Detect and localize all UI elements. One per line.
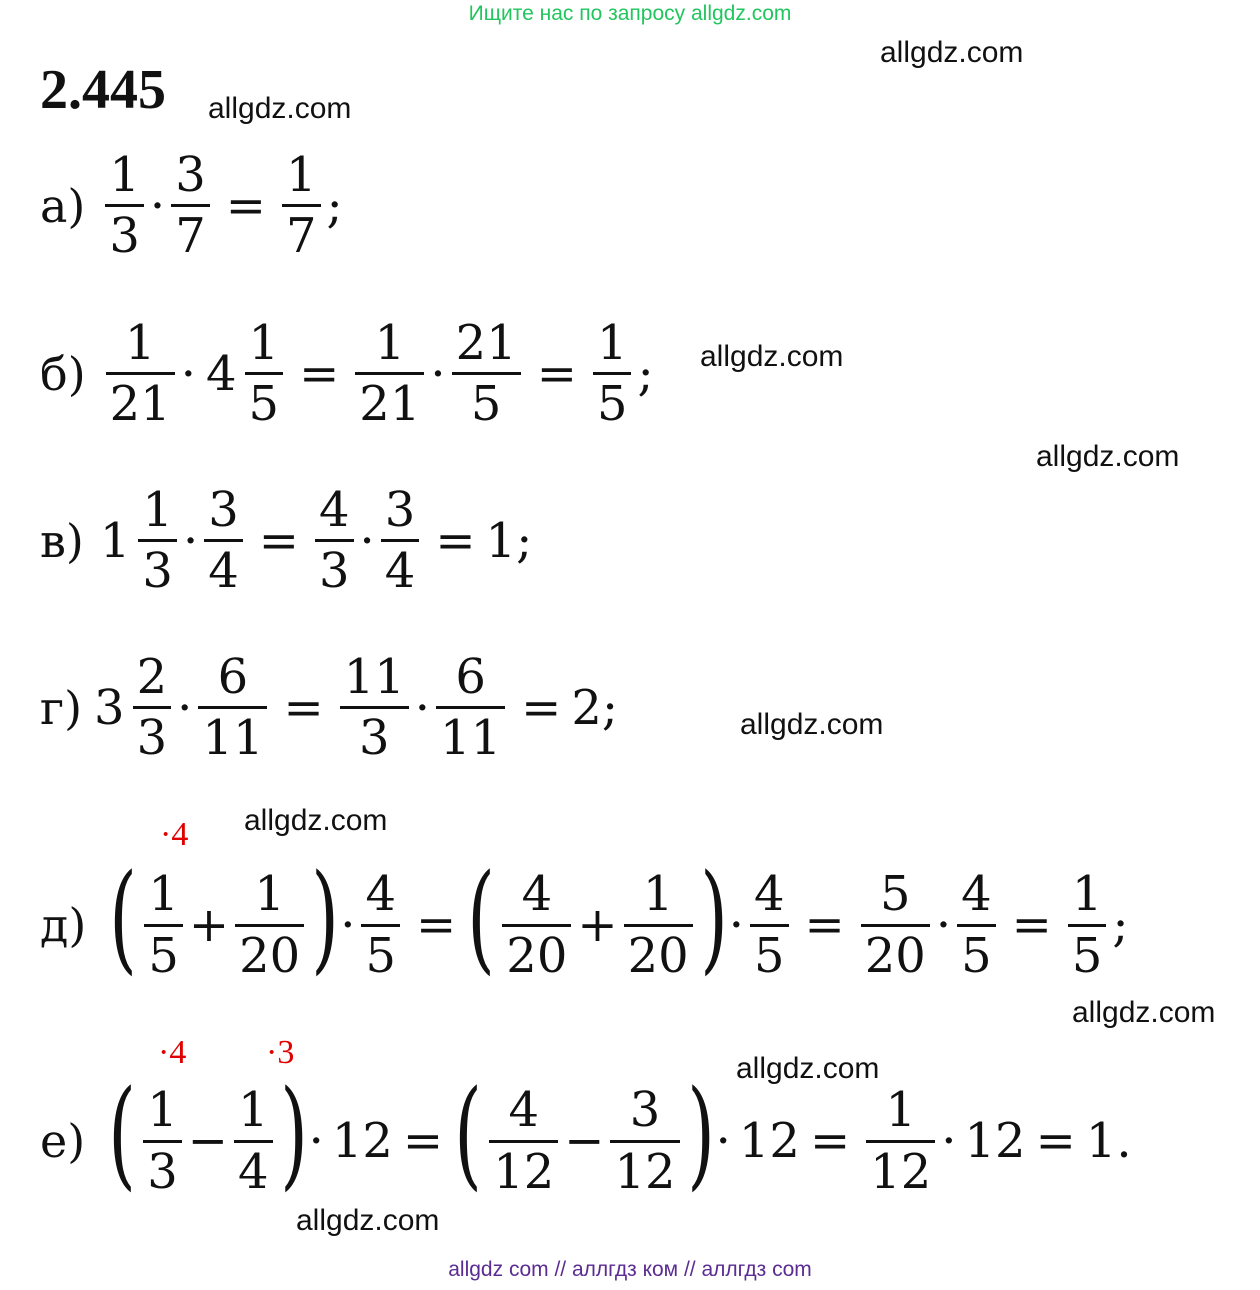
fraction-bar [957,924,996,927]
numerator: 21 [455,315,517,371]
fraction [452,315,521,433]
number: 12 [738,1113,800,1169]
equals-sign: = [283,679,324,736]
numerator: 1 [237,1082,269,1139]
equals-sign: = [402,1113,444,1169]
semicolon: ; [326,177,343,234]
numerator: 1 [248,315,280,371]
denominator: 21 [109,376,171,433]
numerator: 1 [1071,866,1103,923]
right-paren: ) [686,1064,715,1202]
number: 12 [964,1113,1026,1169]
fraction [502,866,571,984]
fraction-bar [866,1140,935,1143]
watermark: allgdz.com [740,708,884,741]
fraction [957,866,996,984]
numerator: 3 [629,1082,661,1139]
watermark: allgdz.com [296,1204,440,1237]
multiply-sign: · [935,897,952,953]
fraction [361,866,400,984]
fraction-bar [610,1140,679,1143]
fraction-bar [171,204,210,207]
result: 1. [1085,1113,1132,1169]
denominator: 20 [239,927,301,984]
equation-d [40,848,1129,986]
multiply-sign: · [414,679,431,736]
numerator: 1 [254,866,285,923]
fraction-bar [143,1140,182,1143]
multiply-sign: · [308,1113,324,1169]
denominator: 3 [109,208,140,265]
item-label: в) [40,513,84,568]
numerator: 1 [142,482,173,538]
fraction-bar [144,924,183,927]
top-banner: Ищите нас по запросу allgdz.com [468,2,792,25]
watermark: allgdz.com [880,36,1024,69]
fraction-bar [138,539,177,542]
footer-text: allgdz com // аллгдз ком // аллгдз com [448,1258,812,1281]
numerator: 2 [136,649,168,705]
fraction-bar [204,539,243,542]
equals-sign: = [299,345,340,402]
item-label: г) [40,680,83,735]
minus-sign: − [564,1113,605,1169]
semicolon: ; [637,345,654,402]
numerator: 3 [384,482,416,538]
denominator: 5 [248,376,280,433]
numerator: 1 [885,1082,916,1139]
denominator: 3 [136,710,168,767]
equals-sign: = [1035,1113,1076,1169]
item-label: д) [40,898,87,952]
equals-sign: = [809,1113,851,1169]
fraction-bar [381,539,420,542]
equation-v [40,482,533,600]
multiply-sign: · [430,345,446,402]
fraction-bar [861,924,930,927]
multiply-sign: · [359,512,375,569]
multiply-sign: · [177,679,193,736]
denominator: 7 [285,208,317,265]
numerator: 3 [208,482,239,538]
denominator: 21 [359,376,421,433]
equals-sign: = [435,512,476,569]
fraction [144,866,183,984]
fraction-bar [1068,924,1107,927]
fraction-bar [340,706,409,709]
fraction [234,1082,273,1200]
numerator: 4 [318,482,350,538]
fraction-bar [198,706,267,709]
numerator: 1 [148,866,179,923]
numerator: 3 [175,147,206,203]
fraction [624,866,693,984]
left-paren: ( [108,1064,137,1202]
multiply-sign: · [941,1113,957,1169]
fraction-bar [452,372,521,375]
numerator: 5 [880,866,911,923]
fraction-bar [133,706,172,709]
result: 2; [571,679,619,736]
multiply-sign: · [182,512,199,569]
left-paren: ( [467,848,496,986]
denominator: 7 [175,208,206,265]
watermark: allgdz.com [244,804,388,837]
watermark: allgdz.com [1072,996,1216,1029]
item-label: а) [40,178,86,233]
numerator: 4 [508,1082,539,1139]
left-paren: ( [454,1064,482,1202]
denominator: 12 [614,1143,676,1200]
fraction [204,482,243,600]
denominator: 3 [358,710,390,767]
problem-number: 2.445 [40,59,166,121]
denominator: 20 [864,927,926,984]
multiplier-annotation: ·4 [160,816,189,853]
fraction-bar [489,1140,558,1143]
fraction [138,482,177,600]
numerator: 4 [521,866,553,923]
numerator: 1 [642,866,674,923]
left-paren: ( [109,848,138,986]
multiply-sign: · [715,1113,731,1169]
fraction-bar [436,706,505,709]
equals-sign: = [536,345,577,402]
fraction [866,1082,935,1200]
fraction [750,866,789,984]
equals-sign: = [521,679,562,736]
equation-b [40,315,654,433]
fraction-bar [234,1140,273,1143]
denominator: 12 [493,1143,555,1200]
fraction [198,649,267,767]
denominator: 5 [365,927,397,984]
denominator: 5 [961,927,992,984]
denominator: 5 [1071,927,1103,984]
equation-g [40,649,619,767]
denominator: 4 [384,543,416,600]
denominator: 3 [147,1143,178,1200]
equals-sign: = [416,897,457,953]
numerator: 1 [596,315,628,371]
right-paren: ) [279,1064,308,1202]
watermark: allgdz.com [208,92,352,125]
fraction [106,315,175,433]
watermark: allgdz.com [1036,440,1180,473]
minus-sign: − [187,1113,228,1169]
whole-part: 3 [94,679,125,736]
denominator: 5 [753,927,785,984]
fraction-bar [502,924,571,927]
fraction [315,482,354,600]
fraction-bar [282,204,321,207]
number: 12 [331,1113,393,1169]
semicolon: ; [1112,897,1129,953]
fraction-bar [361,924,400,927]
fraction [235,866,304,984]
fraction [436,649,505,767]
multiply-sign: · [149,177,166,234]
whole-part: 4 [205,345,237,402]
fraction [610,1082,679,1200]
fraction [282,147,321,265]
denominator: 11 [202,710,264,767]
plus-sign: + [188,897,230,953]
denominator: 11 [440,710,502,767]
denominator: 5 [470,376,502,433]
fraction [355,315,424,433]
equation-a [40,147,343,265]
multiply-sign: · [340,897,356,953]
denominator: 4 [208,543,239,600]
numerator: 6 [217,649,249,705]
multiply-sign: · [180,345,196,402]
equals-sign: = [804,897,845,953]
denominator: 5 [596,376,628,433]
right-paren: ) [311,848,340,986]
fraction [861,866,930,984]
multiplier-annotation: ·4 [158,1034,187,1071]
numerator: 1 [124,315,156,371]
fraction-bar [593,372,632,375]
item-label: е) [40,1114,86,1168]
fraction [143,1082,182,1200]
denominator: 4 [237,1143,269,1200]
whole-part: 1 [99,512,131,569]
numerator: 11 [343,649,405,705]
denominator: 12 [870,1143,932,1200]
watermark: allgdz.com [700,340,844,373]
fraction [381,482,420,600]
result: 1; [485,512,533,569]
numerator: 4 [365,866,397,923]
equals-sign: = [258,512,299,569]
numerator: 4 [961,866,992,923]
denominator: 3 [142,543,173,600]
fraction [105,147,144,265]
fraction-bar [355,372,424,375]
fraction-bar [624,924,693,927]
fraction-bar [105,204,144,207]
equals-sign: = [225,177,266,234]
equals-sign: = [1011,897,1052,953]
fraction [593,315,632,433]
right-paren: ) [699,848,728,986]
denominator: 3 [318,543,350,600]
watermark: allgdz.com [736,1052,880,1085]
fraction-bar [750,924,789,927]
numerator: 6 [455,649,486,705]
fraction-bar [106,372,175,375]
fraction [245,315,284,433]
fraction [171,147,210,265]
fraction [133,649,172,767]
fraction-bar [315,539,354,542]
numerator: 1 [285,147,317,203]
item-label: б) [40,346,86,401]
denominator: 20 [627,927,689,984]
numerator: 1 [147,1082,178,1139]
multiplier-annotation: ·3 [266,1034,295,1071]
numerator: 4 [753,866,785,923]
numerator: 1 [374,315,406,371]
fraction [489,1082,558,1200]
fraction [340,649,409,767]
denominator: 20 [506,927,568,984]
multiply-sign: · [728,897,744,953]
fraction [1068,866,1107,984]
plus-sign: + [577,897,618,953]
denominator: 5 [148,927,179,984]
fraction-bar [245,372,284,375]
numerator: 1 [109,147,140,203]
fraction-bar [235,924,304,927]
